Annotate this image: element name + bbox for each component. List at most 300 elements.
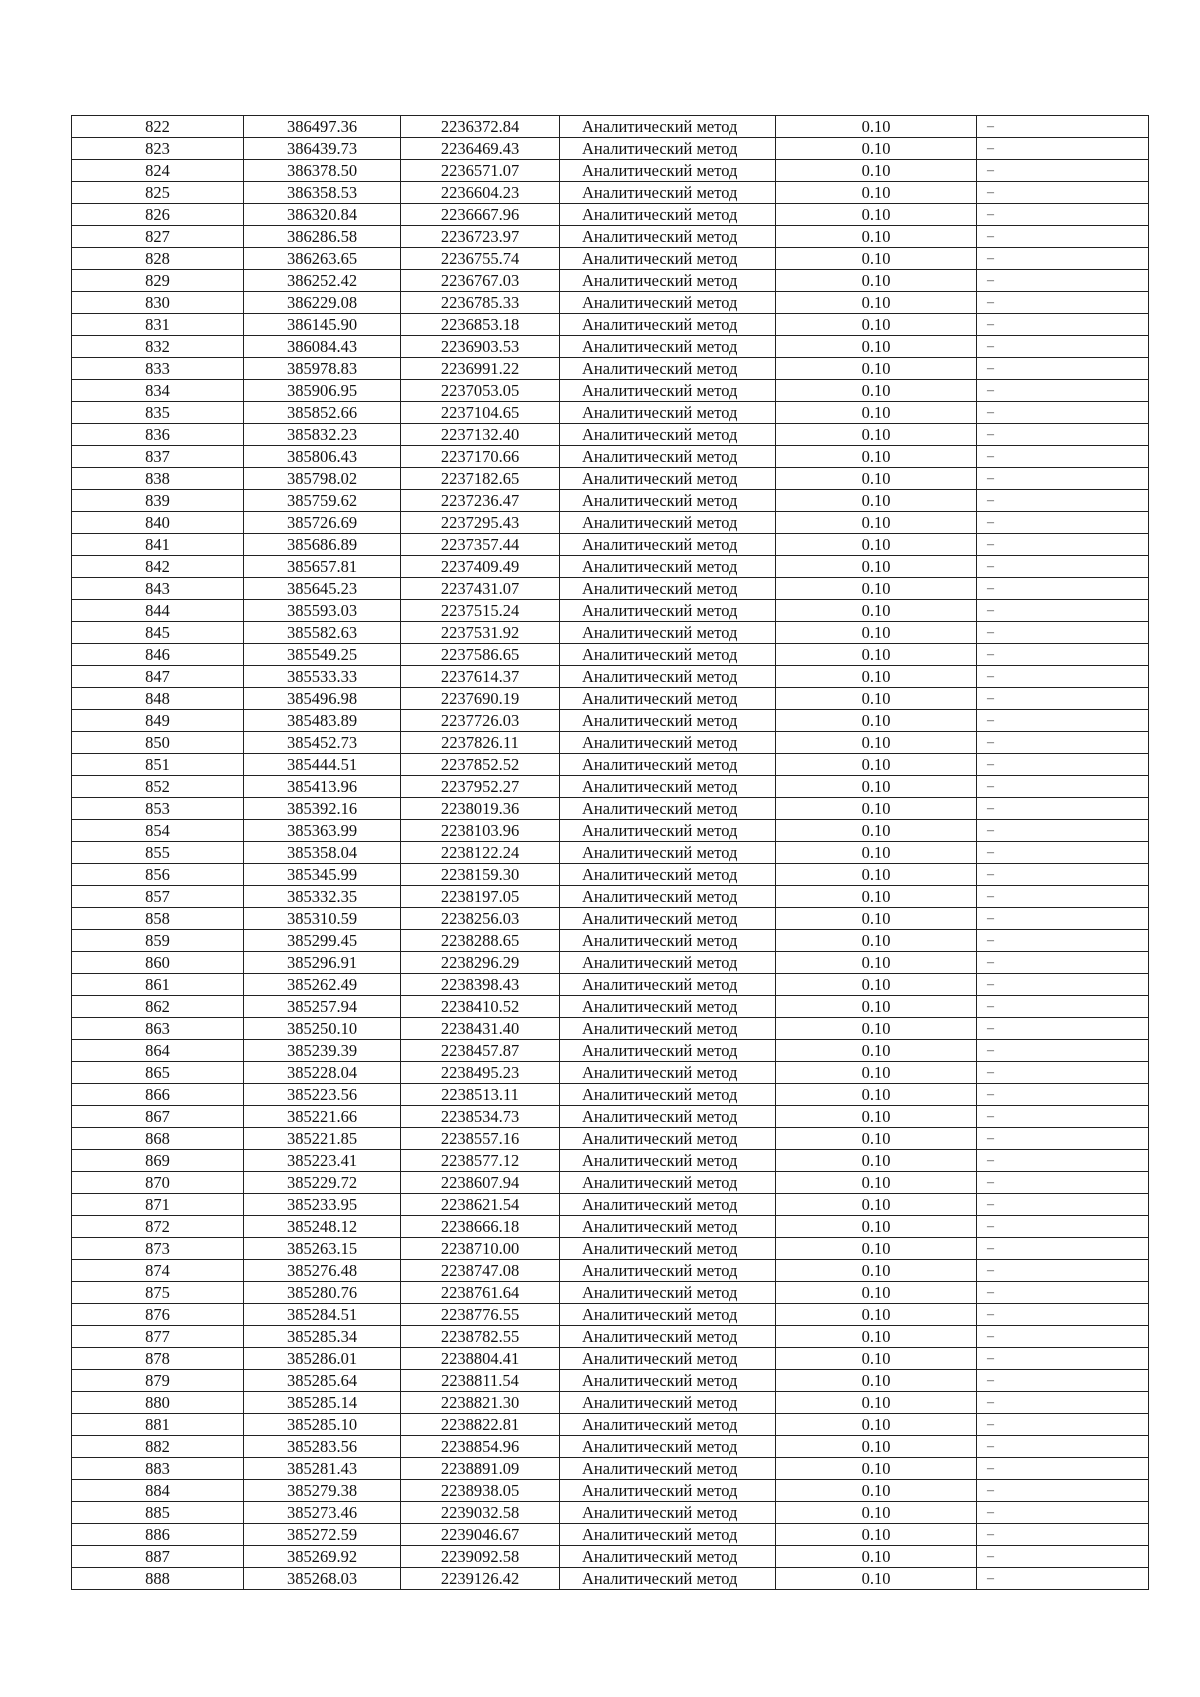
y-coordinate-cell: 2237690.19 [401,688,560,710]
point-number-cell: 830 [72,292,244,314]
accuracy-cell: 0.10 [776,402,977,424]
x-coordinate-cell: 386084.43 [244,336,401,358]
accuracy-cell: 0.10 [776,1414,977,1436]
method-cell: Аналитический метод [560,1568,776,1590]
y-coordinate-cell: 2238103.96 [401,820,560,842]
method-cell: Аналитический метод [560,1414,776,1436]
y-coordinate-cell: 2237531.92 [401,622,560,644]
point-number-cell: 847 [72,666,244,688]
point-number-cell: 860 [72,952,244,974]
point-number-cell: 866 [72,1084,244,1106]
y-coordinate-cell: 2238431.40 [401,1018,560,1040]
x-coordinate-cell: 385239.39 [244,1040,401,1062]
table-row [72,1062,1149,1084]
accuracy-cell: 0.10 [776,1546,977,1568]
point-number-cell: 884 [72,1480,244,1502]
method-cell: Аналитический метод [560,996,776,1018]
x-coordinate-cell: 385645.23 [244,578,401,600]
point-number-cell: 872 [72,1216,244,1238]
note-cell: – [977,1524,1149,1546]
accuracy-cell: 0.10 [776,666,977,688]
table-row [72,908,1149,930]
x-coordinate-cell: 385657.81 [244,556,401,578]
table-row [72,1370,1149,1392]
method-cell: Аналитический метод [560,270,776,292]
y-coordinate-cell: 2236604.23 [401,182,560,204]
x-coordinate-cell: 385593.03 [244,600,401,622]
note-cell: – [977,490,1149,512]
y-coordinate-cell: 2238457.87 [401,1040,560,1062]
method-cell: Аналитический метод [560,116,776,138]
table-row [72,578,1149,600]
accuracy-cell: 0.10 [776,314,977,336]
note-cell: – [977,688,1149,710]
accuracy-cell: 0.10 [776,1128,977,1150]
table-row [72,952,1149,974]
table-row [72,930,1149,952]
note-cell: – [977,710,1149,732]
method-cell: Аналитический метод [560,578,776,600]
y-coordinate-cell: 2236853.18 [401,314,560,336]
point-number-cell: 837 [72,446,244,468]
x-coordinate-cell: 385413.96 [244,776,401,798]
x-coordinate-cell: 385279.38 [244,1480,401,1502]
accuracy-cell: 0.10 [776,1216,977,1238]
table-row [72,798,1149,820]
y-coordinate-cell: 2237952.27 [401,776,560,798]
y-coordinate-cell: 2238822.81 [401,1414,560,1436]
note-cell: – [977,732,1149,754]
y-coordinate-cell: 2238621.54 [401,1194,560,1216]
table-row [72,204,1149,226]
note-cell: – [977,908,1149,930]
note-cell: – [977,1216,1149,1238]
y-coordinate-cell: 2237515.24 [401,600,560,622]
x-coordinate-cell: 385229.72 [244,1172,401,1194]
method-cell: Аналитический метод [560,204,776,226]
accuracy-cell: 0.10 [776,1018,977,1040]
note-cell: – [977,798,1149,820]
accuracy-cell: 0.10 [776,292,977,314]
y-coordinate-cell: 2238513.11 [401,1084,560,1106]
x-coordinate-cell: 385272.59 [244,1524,401,1546]
note-cell: – [977,1062,1149,1084]
note-cell: – [977,1128,1149,1150]
accuracy-cell: 0.10 [776,1282,977,1304]
x-coordinate-cell: 385296.91 [244,952,401,974]
table-row [72,1414,1149,1436]
y-coordinate-cell: 2238854.96 [401,1436,560,1458]
method-cell: Аналитический метод [560,314,776,336]
table-row [72,1040,1149,1062]
x-coordinate-cell: 385269.92 [244,1546,401,1568]
method-cell: Аналитический метод [560,292,776,314]
y-coordinate-cell: 2238938.05 [401,1480,560,1502]
accuracy-cell: 0.10 [776,138,977,160]
note-cell: – [977,248,1149,270]
x-coordinate-cell: 385726.69 [244,512,401,534]
y-coordinate-cell: 2237132.40 [401,424,560,446]
table-row [72,292,1149,314]
note-cell: – [977,600,1149,622]
point-number-cell: 849 [72,710,244,732]
x-coordinate-cell: 385228.04 [244,1062,401,1084]
y-coordinate-cell: 2238577.12 [401,1150,560,1172]
accuracy-cell: 0.10 [776,952,977,974]
x-coordinate-cell: 385286.01 [244,1348,401,1370]
method-cell: Аналитический метод [560,820,776,842]
accuracy-cell: 0.10 [776,1348,977,1370]
point-number-cell: 846 [72,644,244,666]
method-cell: Аналитический метод [560,842,776,864]
point-number-cell: 836 [72,424,244,446]
note-cell: – [977,1238,1149,1260]
accuracy-cell: 0.10 [776,116,977,138]
y-coordinate-cell: 2237182.65 [401,468,560,490]
note-cell: – [977,512,1149,534]
table-row [72,1480,1149,1502]
table-row [72,1524,1149,1546]
table-row [72,1546,1149,1568]
method-cell: Аналитический метод [560,1502,776,1524]
method-cell: Аналитический метод [560,226,776,248]
table-row [72,358,1149,380]
accuracy-cell: 0.10 [776,446,977,468]
method-cell: Аналитический метод [560,358,776,380]
method-cell: Аналитический метод [560,556,776,578]
accuracy-cell: 0.10 [776,578,977,600]
note-cell: – [977,358,1149,380]
table-row [72,1348,1149,1370]
point-number-cell: 879 [72,1370,244,1392]
y-coordinate-cell: 2238256.03 [401,908,560,930]
accuracy-cell: 0.10 [776,1238,977,1260]
note-cell: – [977,1194,1149,1216]
x-coordinate-cell: 385906.95 [244,380,401,402]
accuracy-cell: 0.10 [776,1392,977,1414]
accuracy-cell: 0.10 [776,1040,977,1062]
note-cell: – [977,754,1149,776]
x-coordinate-cell: 386229.08 [244,292,401,314]
point-number-cell: 826 [72,204,244,226]
x-coordinate-cell: 385363.99 [244,820,401,842]
point-number-cell: 883 [72,1458,244,1480]
accuracy-cell: 0.10 [776,842,977,864]
accuracy-cell: 0.10 [776,358,977,380]
y-coordinate-cell: 2236785.33 [401,292,560,314]
point-number-cell: 842 [72,556,244,578]
point-number-cell: 870 [72,1172,244,1194]
table-row [72,1194,1149,1216]
x-coordinate-cell: 385310.59 [244,908,401,930]
note-cell: – [977,952,1149,974]
note-cell: – [977,864,1149,886]
x-coordinate-cell: 385299.45 [244,930,401,952]
accuracy-cell: 0.10 [776,490,977,512]
accuracy-cell: 0.10 [776,424,977,446]
method-cell: Аналитический метод [560,1260,776,1282]
table-row [72,116,1149,138]
method-cell: Аналитический метод [560,512,776,534]
x-coordinate-cell: 385285.34 [244,1326,401,1348]
y-coordinate-cell: 2237826.11 [401,732,560,754]
y-coordinate-cell: 2237357.44 [401,534,560,556]
note-cell: – [977,1040,1149,1062]
point-number-cell: 875 [72,1282,244,1304]
x-coordinate-cell: 385358.04 [244,842,401,864]
method-cell: Аналитический метод [560,754,776,776]
point-number-cell: 887 [72,1546,244,1568]
note-cell: – [977,886,1149,908]
method-cell: Аналитический метод [560,974,776,996]
accuracy-cell: 0.10 [776,710,977,732]
method-cell: Аналитический метод [560,930,776,952]
accuracy-cell: 0.10 [776,1304,977,1326]
x-coordinate-cell: 385233.95 [244,1194,401,1216]
y-coordinate-cell: 2237726.03 [401,710,560,732]
note-cell: – [977,1282,1149,1304]
y-coordinate-cell: 2239046.67 [401,1524,560,1546]
y-coordinate-cell: 2238782.55 [401,1326,560,1348]
y-coordinate-cell: 2238296.29 [401,952,560,974]
y-coordinate-cell: 2237586.65 [401,644,560,666]
x-coordinate-cell: 386263.65 [244,248,401,270]
note-cell: – [977,1546,1149,1568]
table-row [72,776,1149,798]
point-number-cell: 844 [72,600,244,622]
point-number-cell: 839 [72,490,244,512]
table-row [72,688,1149,710]
point-number-cell: 885 [72,1502,244,1524]
method-cell: Аналитический метод [560,1546,776,1568]
point-number-cell: 863 [72,1018,244,1040]
point-number-cell: 862 [72,996,244,1018]
note-cell: – [977,1150,1149,1172]
accuracy-cell: 0.10 [776,600,977,622]
x-coordinate-cell: 385223.56 [244,1084,401,1106]
accuracy-cell: 0.10 [776,732,977,754]
point-number-cell: 873 [72,1238,244,1260]
method-cell: Аналитический метод [560,1194,776,1216]
table-row [72,248,1149,270]
x-coordinate-cell: 385248.12 [244,1216,401,1238]
accuracy-cell: 0.10 [776,468,977,490]
table-row [72,1172,1149,1194]
accuracy-cell: 0.10 [776,908,977,930]
x-coordinate-cell: 386252.42 [244,270,401,292]
x-coordinate-cell: 385285.10 [244,1414,401,1436]
accuracy-cell: 0.10 [776,820,977,842]
y-coordinate-cell: 2238821.30 [401,1392,560,1414]
note-cell: – [977,534,1149,556]
x-coordinate-cell: 385221.66 [244,1106,401,1128]
point-number-cell: 850 [72,732,244,754]
point-number-cell: 861 [72,974,244,996]
y-coordinate-cell: 2239092.58 [401,1546,560,1568]
method-cell: Аналитический метод [560,534,776,556]
x-coordinate-cell: 385686.89 [244,534,401,556]
y-coordinate-cell: 2238495.23 [401,1062,560,1084]
point-number-cell: 824 [72,160,244,182]
note-cell: – [977,776,1149,798]
point-number-cell: 823 [72,138,244,160]
y-coordinate-cell: 2238410.52 [401,996,560,1018]
accuracy-cell: 0.10 [776,226,977,248]
y-coordinate-cell: 2238534.73 [401,1106,560,1128]
note-cell: – [977,622,1149,644]
x-coordinate-cell: 385798.02 [244,468,401,490]
method-cell: Аналитический метод [560,1370,776,1392]
accuracy-cell: 0.10 [776,1260,977,1282]
y-coordinate-cell: 2238159.30 [401,864,560,886]
y-coordinate-cell: 2238398.43 [401,974,560,996]
y-coordinate-cell: 2237295.43 [401,512,560,534]
method-cell: Аналитический метод [560,1436,776,1458]
note-cell: – [977,1458,1149,1480]
point-number-cell: 880 [72,1392,244,1414]
accuracy-cell: 0.10 [776,1524,977,1546]
point-number-cell: 851 [72,754,244,776]
table-row [72,1458,1149,1480]
table-row [72,314,1149,336]
y-coordinate-cell: 2238761.64 [401,1282,560,1304]
note-cell: – [977,1436,1149,1458]
note-cell: – [977,1326,1149,1348]
method-cell: Аналитический метод [560,248,776,270]
method-cell: Аналитический метод [560,952,776,974]
method-cell: Аналитический метод [560,446,776,468]
method-cell: Аналитический метод [560,1084,776,1106]
point-number-cell: 877 [72,1326,244,1348]
note-cell: – [977,336,1149,358]
note-cell: – [977,1392,1149,1414]
point-number-cell: 835 [72,402,244,424]
note-cell: – [977,160,1149,182]
accuracy-cell: 0.10 [776,864,977,886]
x-coordinate-cell: 385345.99 [244,864,401,886]
point-number-cell: 841 [72,534,244,556]
method-cell: Аналитический метод [560,1128,776,1150]
y-coordinate-cell: 2238122.24 [401,842,560,864]
note-cell: – [977,930,1149,952]
note-cell: – [977,402,1149,424]
accuracy-cell: 0.10 [776,1150,977,1172]
table-row [72,490,1149,512]
table-row [72,226,1149,248]
method-cell: Аналитический метод [560,1172,776,1194]
note-cell: – [977,182,1149,204]
point-number-cell: 859 [72,930,244,952]
table-row [72,622,1149,644]
method-cell: Аналитический метод [560,1238,776,1260]
accuracy-cell: 0.10 [776,336,977,358]
accuracy-cell: 0.10 [776,1568,977,1590]
point-number-cell: 853 [72,798,244,820]
table-row [72,886,1149,908]
note-cell: – [977,1304,1149,1326]
note-cell: – [977,446,1149,468]
y-coordinate-cell: 2238607.94 [401,1172,560,1194]
note-cell: – [977,380,1149,402]
point-number-cell: 856 [72,864,244,886]
table-row [72,336,1149,358]
accuracy-cell: 0.10 [776,1062,977,1084]
x-coordinate-cell: 385280.76 [244,1282,401,1304]
note-cell: – [977,1172,1149,1194]
coordinates-table [71,115,1149,1590]
note-cell: – [977,1502,1149,1524]
x-coordinate-cell: 385273.46 [244,1502,401,1524]
note-cell: – [977,116,1149,138]
point-number-cell: 876 [72,1304,244,1326]
table-row [72,1304,1149,1326]
x-coordinate-cell: 385496.98 [244,688,401,710]
x-coordinate-cell: 385759.62 [244,490,401,512]
note-cell: – [977,138,1149,160]
point-number-cell: 833 [72,358,244,380]
method-cell: Аналитический метод [560,622,776,644]
note-cell: – [977,842,1149,864]
x-coordinate-cell: 385263.15 [244,1238,401,1260]
point-number-cell: 854 [72,820,244,842]
table-row [72,842,1149,864]
table-row [72,1084,1149,1106]
table-row [72,512,1149,534]
accuracy-cell: 0.10 [776,776,977,798]
point-number-cell: 871 [72,1194,244,1216]
y-coordinate-cell: 2238891.09 [401,1458,560,1480]
point-number-cell: 825 [72,182,244,204]
note-cell: – [977,468,1149,490]
method-cell: Аналитический метод [560,1040,776,1062]
method-cell: Аналитический метод [560,1326,776,1348]
note-cell: – [977,226,1149,248]
y-coordinate-cell: 2238197.05 [401,886,560,908]
x-coordinate-cell: 386497.36 [244,116,401,138]
method-cell: Аналитический метод [560,644,776,666]
point-number-cell: 867 [72,1106,244,1128]
note-cell: – [977,292,1149,314]
y-coordinate-cell: 2237409.49 [401,556,560,578]
x-coordinate-cell: 385582.63 [244,622,401,644]
x-coordinate-cell: 385284.51 [244,1304,401,1326]
accuracy-cell: 0.10 [776,622,977,644]
method-cell: Аналитический метод [560,182,776,204]
accuracy-cell: 0.10 [776,1194,977,1216]
x-coordinate-cell: 385285.64 [244,1370,401,1392]
note-cell: – [977,1084,1149,1106]
y-coordinate-cell: 2237852.52 [401,754,560,776]
point-number-cell: 832 [72,336,244,358]
y-coordinate-cell: 2237170.66 [401,446,560,468]
accuracy-cell: 0.10 [776,886,977,908]
y-coordinate-cell: 2238776.55 [401,1304,560,1326]
table-row [72,732,1149,754]
note-cell: – [977,1018,1149,1040]
note-cell: – [977,314,1149,336]
point-number-cell: 838 [72,468,244,490]
point-number-cell: 831 [72,314,244,336]
note-cell: – [977,1370,1149,1392]
x-coordinate-cell: 385806.43 [244,446,401,468]
accuracy-cell: 0.10 [776,1502,977,1524]
table-row [72,1216,1149,1238]
x-coordinate-cell: 385283.56 [244,1436,401,1458]
table-row [72,1106,1149,1128]
note-cell: – [977,1106,1149,1128]
table-row [72,534,1149,556]
accuracy-cell: 0.10 [776,930,977,952]
